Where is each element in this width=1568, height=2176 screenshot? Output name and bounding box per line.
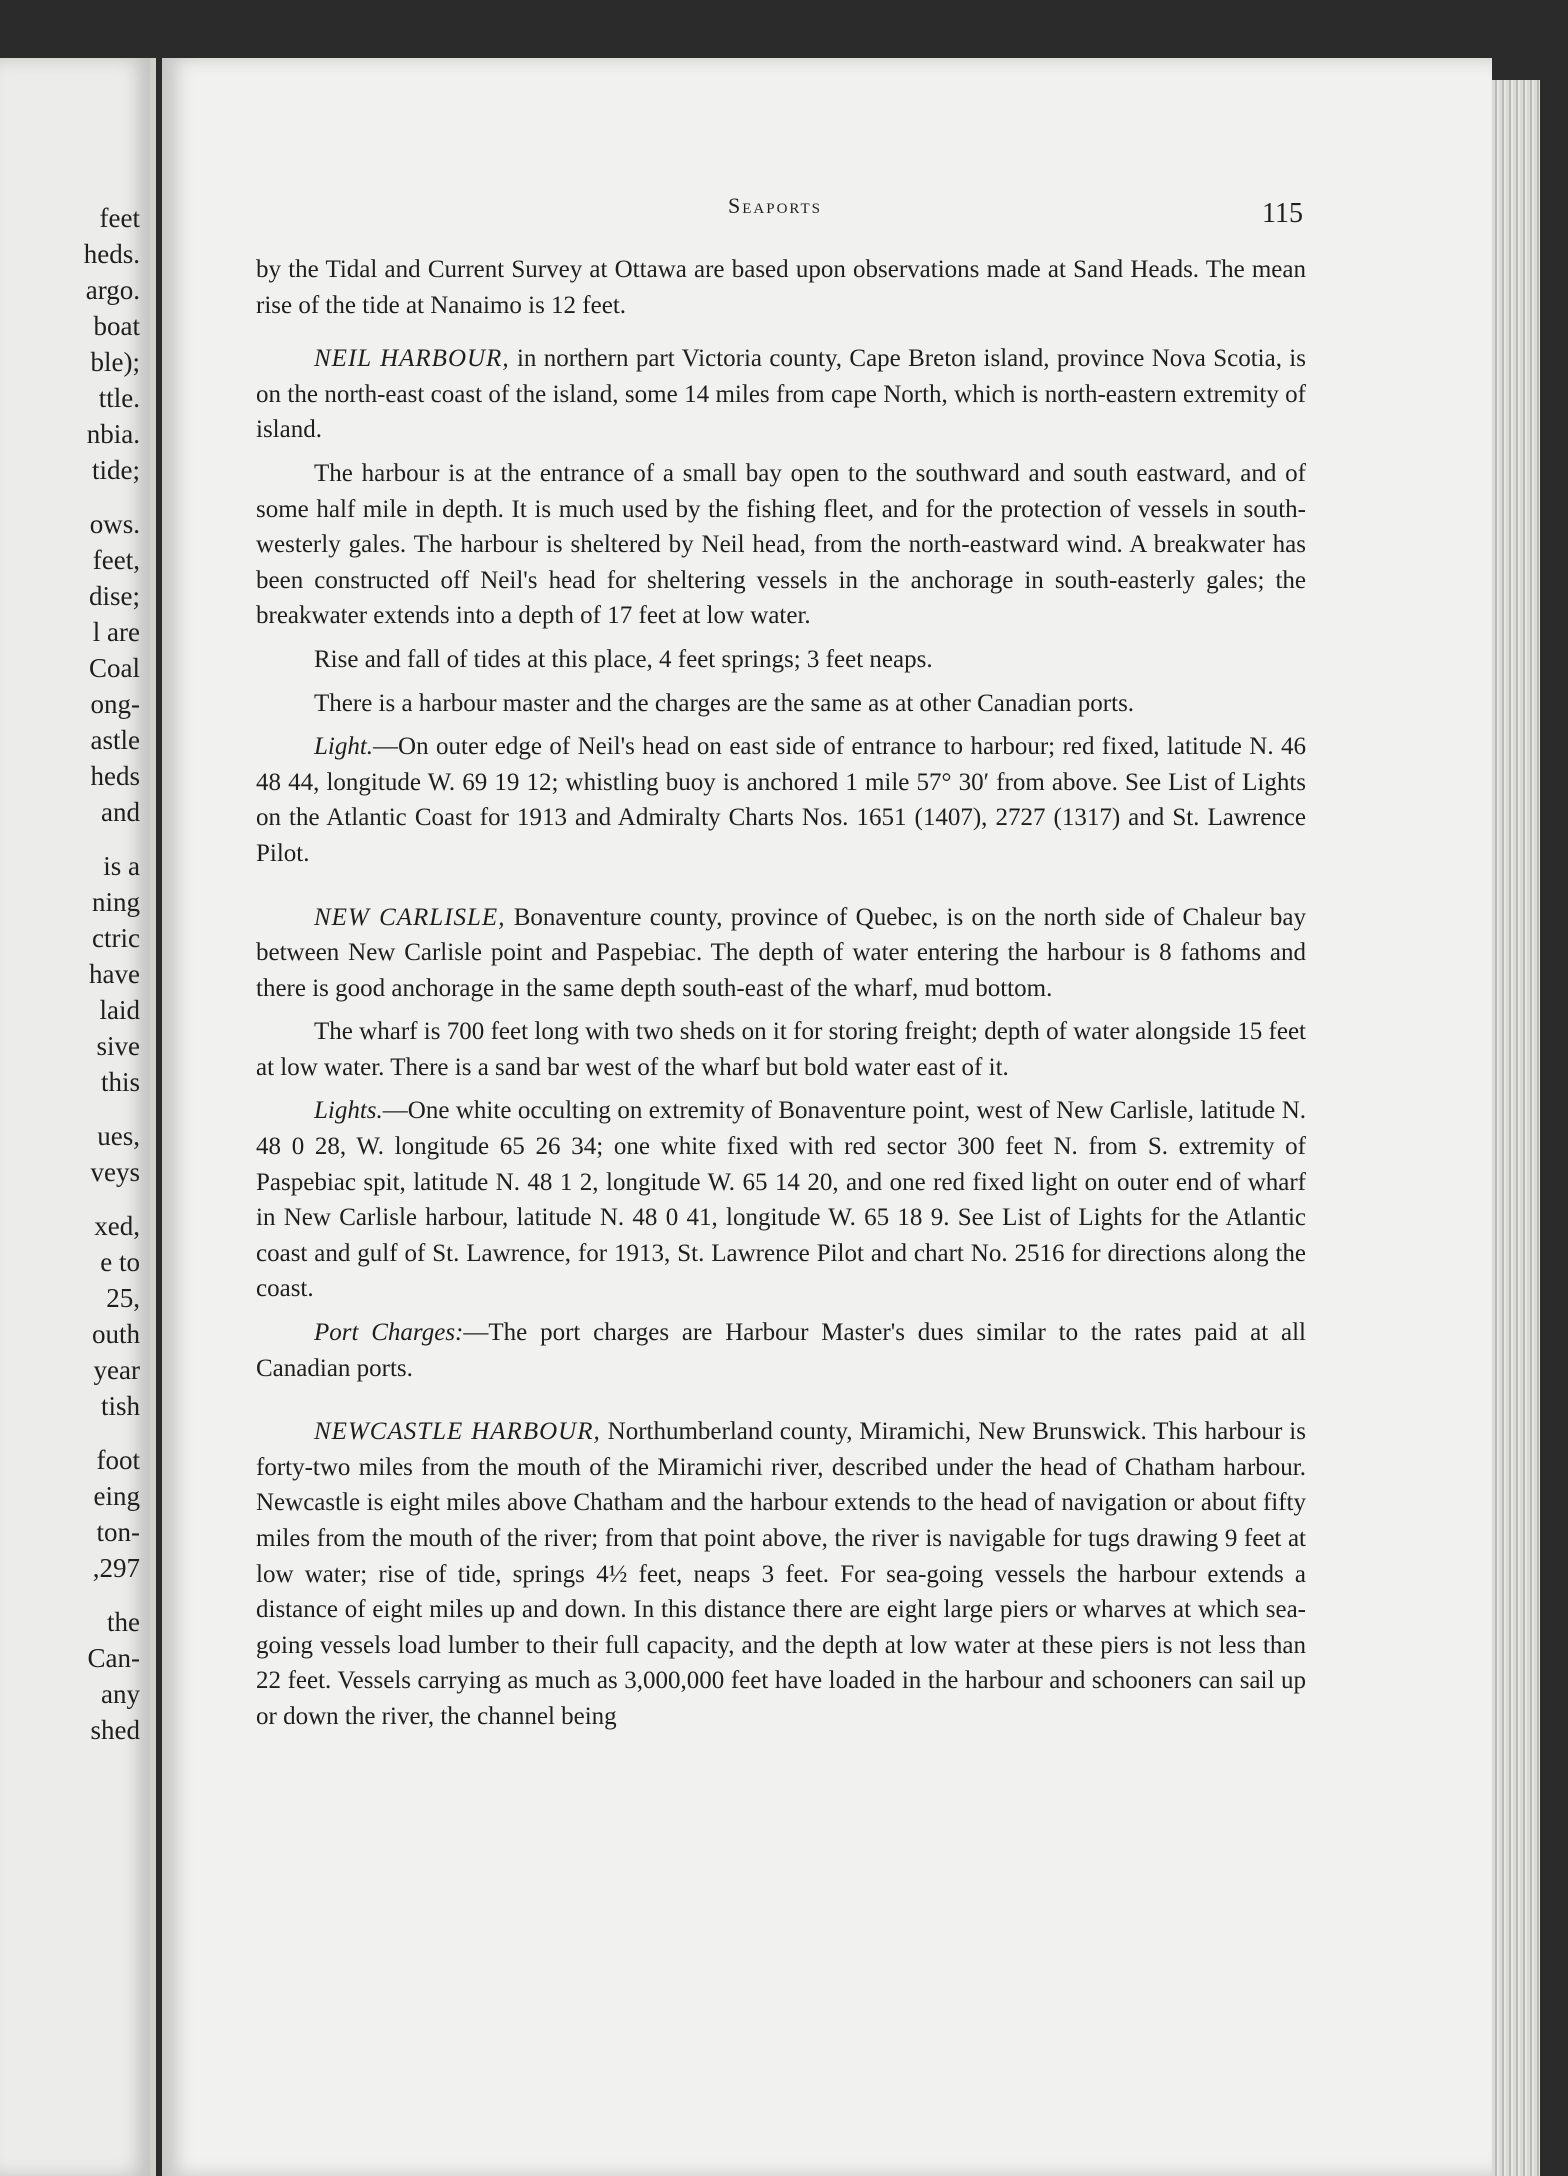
entry-heading-newcastle-harbour: NEWCASTLE HARBOUR, (314, 1418, 601, 1446)
paragraph-neil-light (256, 729, 1306, 871)
entry-heading-neil-harbour: NEIL HARBOUR, (314, 345, 510, 373)
paragraph-new-carlisle-wharf: The wharf is 700 feet long with two sheds on it for storing freight; depth of water alongside 15 feet at low water. There is a sand bar west of the wharf but bold water east of it. (256, 1018, 1306, 1081)
previous-page-line: boat (93, 311, 140, 341)
paragraph-tide-survey: by the Tidal and Current Survey at Ottawa are based upon observations made at Sand Heads. The mean rise of the tide at Nanaimo is 12 feet. (256, 256, 1306, 319)
previous-page-line: laid (99, 995, 140, 1025)
paragraph-neil-harbour (256, 341, 1306, 448)
paragraph-new-carlisle-charges (256, 1315, 1306, 1386)
previous-page-line: ues, (97, 1121, 140, 1151)
previous-page-line: Can- (87, 1643, 140, 1673)
previous-page-line: shed (90, 1715, 140, 1745)
previous-page-line: ,297 (92, 1553, 140, 1583)
previous-page-line: l are (92, 617, 140, 647)
previous-page-line: 25, (106, 1283, 140, 1313)
paragraph-text: —One white occulting on extremity of Bonaventure point, west of New Carlisle, latitude N. 48 0 28, W. longitude 65 26 34; one white fixed with red sector 300 feet N. from S. extremity of Paspebiac spit, latitude N. 48 1 2, longitude W. 65 14 20, and one red fixed light on outer end of wharf in New Carlisle harbour, latitude N. 48 0 41, longitude W. 65 18 9. See List of Lights for the Atlantic coast and gulf of St. Lawrence, for 1913, St. Lawrence Pilot and chart No. 2516 for directions along the coast. (256, 1097, 1306, 1303)
page-edges (1492, 80, 1540, 2176)
body-text (256, 252, 1306, 1735)
previous-page-line: ttle. (98, 383, 140, 413)
previous-page-line: e to (100, 1247, 140, 1277)
paragraph-text: —The port charges are Harbour Master's dues similar to the rates paid at all Canadian ports. (256, 1319, 1306, 1382)
paragraph-neil-description: The harbour is at the entrance of a small bay open to the southward and south eastward, and of some half mile in depth. It is much used by the fishing fleet, and for the protection of vessels in south-westerly gales. The harbour is sheltered by Neil head, from the north-eastward wind. A breakwater has been constructed off Neil's head for sheltering vessels in the anchorage in south-easterly gales; the breakwater extends into a depth of 17 feet at low water. (256, 459, 1306, 630)
subheading-light: Light. (314, 733, 374, 761)
page-number: 115 (1262, 198, 1303, 229)
running-head: Seaports (728, 193, 823, 218)
previous-page-line: feet (99, 203, 140, 233)
paragraph-neil-charges: There is a harbour master and the charges are the same as at other Canadian ports. (314, 689, 1135, 717)
paragraph-neil-tides: Rise and fall of tides at this place, 4 feet springs; 3 feet neaps. (314, 645, 933, 673)
previous-page-line: ble); (90, 347, 140, 377)
previous-page-line: tide; (92, 455, 140, 485)
previous-page-line: heds. (83, 239, 140, 269)
paragraph-new-carlisle (256, 900, 1306, 1007)
previous-page-line: feet, (92, 545, 140, 575)
paragraph-new-carlisle-lights (256, 1093, 1306, 1307)
previous-page-line: ows. (89, 509, 140, 539)
previous-page-line: argo. (85, 275, 140, 305)
previous-page-line: ning (91, 887, 140, 917)
paragraph-text: —On outer edge of Neil's head on east side of entrance to harbour; red fixed, latitude N. 46 48 44, longitude W. 69 19 12; whistling buoy is anchored 1 mile 57° 30′ from above. See List of Lights on the Atlantic Coast for 1913 and Admiralty Charts Nos. 1651 (1407), 2727 (1317) and St. Lawrence Pilot. (256, 733, 1306, 867)
previous-page-line: any (101, 1679, 140, 1709)
previous-page-line: year (93, 1355, 140, 1385)
previous-page-line: nbia. (86, 419, 140, 449)
previous-page-line: dise; (89, 581, 140, 611)
previous-page-line: and (101, 797, 140, 827)
previous-page-fragment (0, 58, 156, 2176)
subheading-port-charges: Port Charges: (314, 1319, 464, 1347)
previous-page-line: this (100, 1067, 140, 1097)
previous-page-line: ong- (90, 689, 140, 719)
entry-heading-new-carlisle: NEW CARLISLE, (314, 903, 506, 931)
paragraph-newcastle-harbour (256, 1414, 1306, 1734)
paragraph-text: Northumberland county, Miramichi, New Brunswick. This harbour is forty-two miles from the mouth of the Miramichi river, described under the head of Chatham harbour. Newcastle is eight miles above Chatham and the harbour extends to the head of navigation or about fifty miles from the mouth of the river; from that point above, the river is navigable for tugs drawing 9 feet at low water; rise of tide, springs 4½ feet, neaps 3 feet. For sea-going vessels the harbour extends a distance of eight miles up and down. In this distance there are eight large piers or wharves at which sea-going vessels load lumber to their full capacity, and the depth at low water at these piers is not less than 22 feet. Vessels carrying as much as 3,000,000 feet have loaded in the harbour and schooners can sail up or down the river, the channel being (256, 1418, 1306, 1730)
previous-page-line: is a (103, 851, 140, 881)
previous-page-line: heds (90, 761, 140, 791)
paragraph-text: Bonaventure county, province of Quebec, is on the north side of Chaleur bay between New Carlisle point and Paspebiac. The depth of water entering the harbour is 8 fathoms and there is good anchorage in the same depth south-east of the wharf, mud bottom. (256, 903, 1306, 1002)
paragraph-text: in northern part Victoria county, Cape Breton island, province Nova Scotia, is on the north-east coast of the island, some 14 miles from cape North, which is north-eastern extremity of island. (256, 345, 1306, 444)
previous-page-line: sive (96, 1031, 140, 1061)
previous-page-line: veys (90, 1157, 140, 1187)
subheading-lights: Lights. (314, 1097, 383, 1125)
previous-page-line: ton- (96, 1517, 140, 1547)
previous-page-line: have (89, 959, 140, 989)
previous-page-line: outh (91, 1319, 140, 1349)
previous-page-line: tish (100, 1391, 140, 1421)
previous-page-line: eing (93, 1481, 140, 1511)
previous-page-line: the (107, 1607, 140, 1637)
previous-page-line: xed, (94, 1211, 140, 1241)
previous-page-line: astle (90, 725, 140, 755)
previous-page-line: ctric (92, 923, 140, 953)
previous-page-line: Coal (89, 653, 140, 683)
previous-page-line: foot (96, 1445, 140, 1475)
